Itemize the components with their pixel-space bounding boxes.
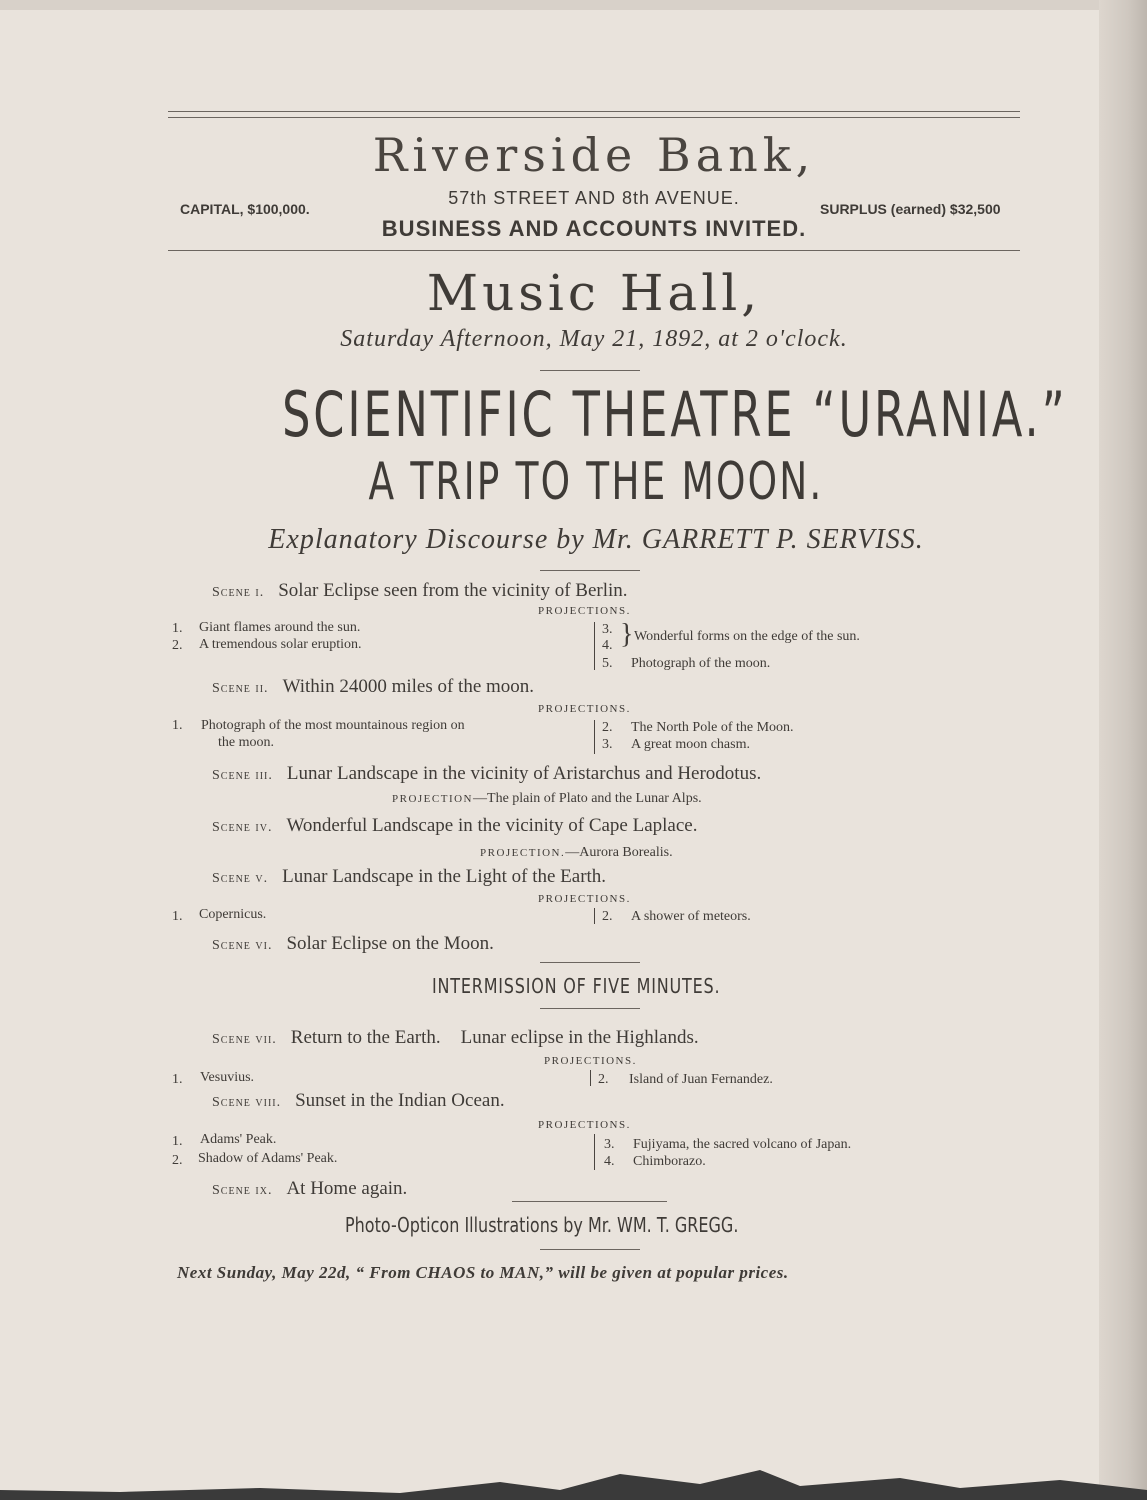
s5-column-bar xyxy=(594,908,595,924)
bank-capital: CAPITAL, $100,000. xyxy=(180,201,310,217)
s5-item-2: A shower of meteors. xyxy=(631,909,751,924)
top-rule-2 xyxy=(168,117,1020,118)
s1-item-1-num: 1. xyxy=(172,621,183,636)
s8-item-3: Fujiyama, the sacred volcano of Japan. xyxy=(633,1137,852,1152)
s7-column-bar xyxy=(590,1070,591,1086)
divider-short xyxy=(540,370,640,371)
s2-item-1-num: 1. xyxy=(172,718,183,733)
scene-2-label: Scene ii. xyxy=(212,681,269,696)
top-rule xyxy=(168,111,1020,112)
s2-item-1-line2: the moon. xyxy=(218,735,274,750)
s1-item-1: Giant flames around the sun. xyxy=(199,620,361,635)
page-right-edge xyxy=(1099,0,1147,1500)
venue-name: Music Hall, xyxy=(426,264,762,322)
scene-3-projection-text: —The plain of Plato and the Lunar Alps. xyxy=(473,791,702,806)
s7-item-2-num: 2. xyxy=(598,1072,609,1087)
s1-brace: } xyxy=(620,619,634,650)
scene-9-label: Scene ix. xyxy=(212,1183,273,1198)
scene-8 xyxy=(212,1090,505,1112)
scene-7 xyxy=(212,1027,699,1049)
s8-item-2: Shadow of Adams' Peak. xyxy=(198,1151,338,1166)
divider-intermission-bottom xyxy=(540,1008,640,1009)
scene-7-projections-label: PROJECTIONS. xyxy=(544,1055,637,1067)
s8-item-4: Chimborazo. xyxy=(633,1154,706,1169)
scene-8-title: Sunset in the Indian Ocean. xyxy=(295,1090,505,1111)
scene-1-label: Scene i. xyxy=(212,585,265,600)
scene-5-label: Scene v. xyxy=(212,871,269,886)
scene-9-title: At Home again. xyxy=(286,1178,408,1199)
s5-item-2-num: 2. xyxy=(602,909,613,924)
discourse-line: Explanatory Discourse by Mr. GARRETT P. SERVISS. xyxy=(268,524,924,555)
scene-3-projection xyxy=(392,789,702,807)
bank-address: 57th STREET AND 8th AVENUE. xyxy=(448,188,740,208)
bank-surplus: SURPLUS (earned) $32,500 xyxy=(820,201,1001,217)
bank-bottom-rule xyxy=(168,250,1020,251)
intermission: INTERMISSION OF FIVE MINUTES. xyxy=(432,974,721,998)
page-top-edge xyxy=(0,0,1147,10)
s5-item-1-num: 1. xyxy=(172,909,183,924)
s1-column-bar xyxy=(594,622,595,670)
divider-intermission-top xyxy=(540,962,640,963)
divider-credits-top xyxy=(512,1201,667,1202)
s7-item-1: Vesuvius. xyxy=(200,1070,255,1085)
scene-6-label: Scene vi. xyxy=(212,938,273,953)
s2-item-1-line1: Photograph of the most mountainous region on xyxy=(201,718,465,733)
s8-column-bar xyxy=(594,1134,595,1170)
s2-item-3: A great moon chasm. xyxy=(631,737,750,752)
s1-item-5: Photograph of the moon. xyxy=(631,656,771,671)
s8-item-1: Adams' Peak. xyxy=(200,1132,277,1147)
scene-4-projection-label: PROJECTION. xyxy=(480,847,566,859)
scene-7-title: Return to the Earth. xyxy=(290,1027,441,1048)
s1-item-4-num: 4. xyxy=(602,638,613,653)
s1-item-2: A tremendous solar eruption. xyxy=(199,637,362,652)
bank-name: Riverside Bank, xyxy=(372,128,816,182)
scene-1 xyxy=(212,580,628,602)
s7-item-2: Island of Juan Fernandez. xyxy=(629,1072,773,1087)
scene-9 xyxy=(212,1178,407,1200)
scene-3-projection-label: PROJECTION xyxy=(392,793,474,805)
scene-4-projection xyxy=(480,843,673,861)
scene-4-title: Wonderful Landscape in the vicinity of Cape Laplace. xyxy=(286,815,698,836)
scene-5-projections-label: PROJECTIONS. xyxy=(538,893,631,905)
s1-item-3-num: 3. xyxy=(602,622,613,637)
scene-1-title: Solar Eclipse seen from the vicinity of Berlin. xyxy=(278,580,628,601)
s2-item-3-num: 3. xyxy=(602,737,613,752)
torn-bottom-edge xyxy=(0,1460,1147,1500)
scene-2-title: Within 24000 miles of the moon. xyxy=(282,676,535,697)
venue-date: Saturday Afternoon, May 21, 1892, at 2 o'clock. xyxy=(340,326,848,352)
scene-4 xyxy=(212,815,698,837)
scene-8-projections-label: PROJECTIONS. xyxy=(538,1119,631,1131)
scene-2 xyxy=(212,676,534,698)
scene-3-label: Scene iii. xyxy=(212,768,273,783)
scene-3 xyxy=(212,763,761,785)
scene-6 xyxy=(212,933,494,955)
divider-short-2 xyxy=(540,570,640,571)
scene-4-label: Scene iv. xyxy=(212,820,273,835)
scene-3-title: Lunar Landscape in the vicinity of Aristarchus and Herodotus. xyxy=(286,763,762,784)
scene-2-projections-label: PROJECTIONS. xyxy=(538,703,631,715)
program-subtitle: A TRIP TO THE MOON. xyxy=(368,452,824,512)
scene-5-title: Lunar Landscape in the Light of the Earth. xyxy=(282,866,607,887)
scene-4-projection-text: —Aurora Borealis. xyxy=(565,845,673,860)
s1-item-2-num: 2. xyxy=(172,638,183,653)
scene-6-title: Solar Eclipse on the Moon. xyxy=(286,933,494,954)
next-performance: Next Sunday, May 22d, “ From CHAOS to MAN,” will be given at popular prices. xyxy=(177,1263,789,1282)
s8-item-2-num: 2. xyxy=(172,1153,183,1168)
scene-5 xyxy=(212,866,606,888)
scene-7-label: Scene vii. xyxy=(212,1032,277,1047)
s2-column-bar xyxy=(594,720,595,754)
s5-item-1: Copernicus. xyxy=(199,907,267,922)
s8-item-1-num: 1. xyxy=(172,1134,183,1149)
scene-1-projections-label: PROJECTIONS. xyxy=(538,605,631,617)
scene-8-label: Scene viii. xyxy=(212,1095,282,1110)
divider-credits-bottom xyxy=(540,1249,640,1250)
s1-item-3-4: Wonderful forms on the edge of the sun. xyxy=(634,629,860,644)
s8-item-3-num: 3. xyxy=(604,1137,615,1152)
s8-item-4-num: 4. xyxy=(604,1154,615,1169)
credits: Photo-Opticon Illustrations by Mr. WM. T. GREGG. xyxy=(345,1213,739,1237)
s1-item-5-num: 5. xyxy=(602,656,613,671)
s2-item-2-num: 2. xyxy=(602,720,613,735)
scene-7-title-2: Lunar eclipse in the Highlands. xyxy=(460,1027,699,1048)
program-title: SCIENTIFIC THEATRE “URANIA.” xyxy=(282,378,1068,451)
bank-invite: BUSINESS AND ACCOUNTS INVITED. xyxy=(381,216,807,241)
s7-item-1-num: 1. xyxy=(172,1072,183,1087)
s2-item-2: The North Pole of the Moon. xyxy=(631,720,794,735)
